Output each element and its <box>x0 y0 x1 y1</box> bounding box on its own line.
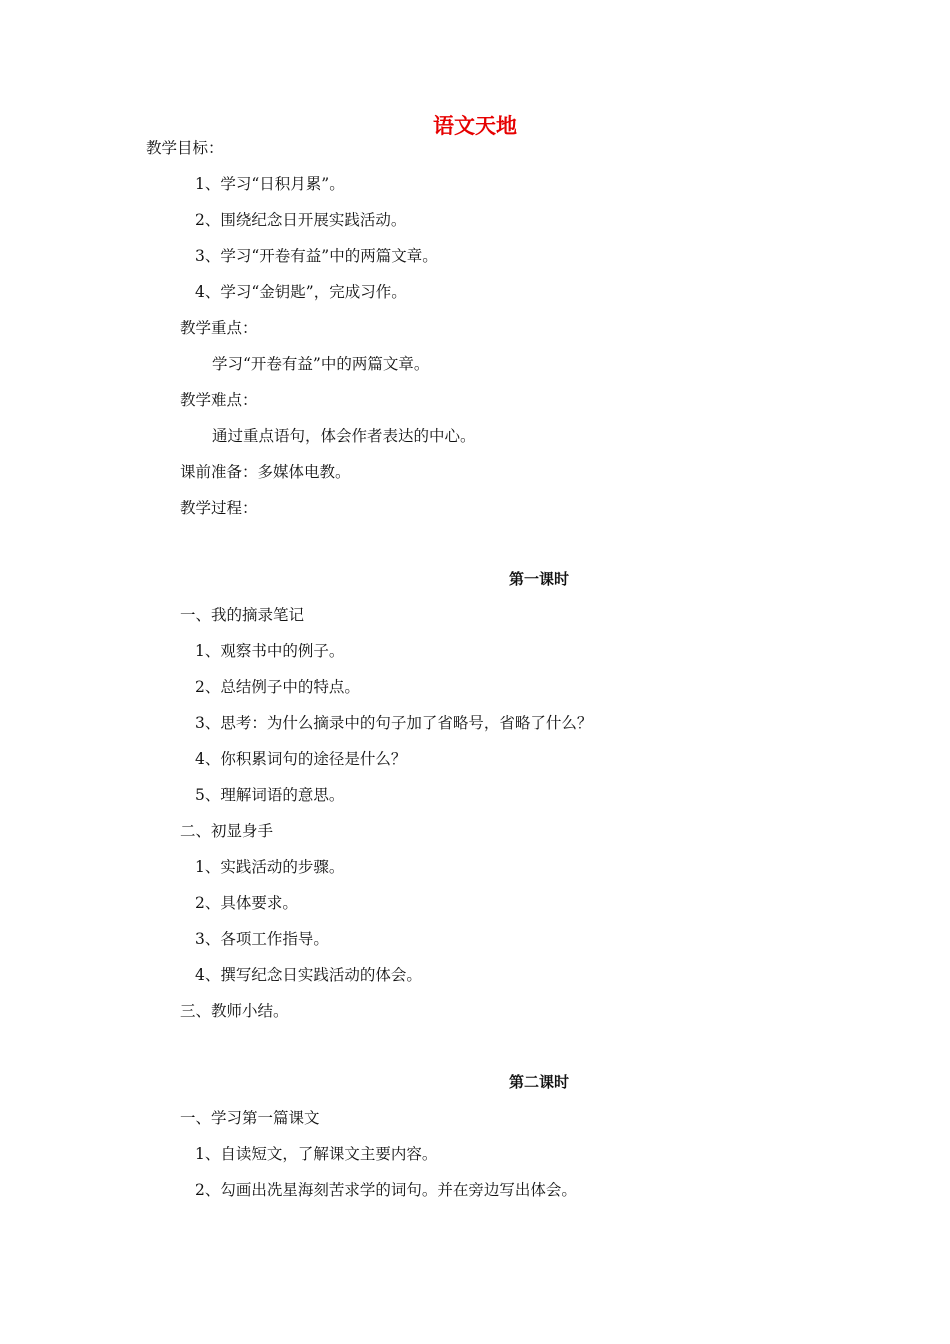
list-item: 2、总结例子中的特点。 <box>195 678 360 696</box>
list-item: 2、具体要求。 <box>195 894 298 912</box>
objective-item: 1、学习“日积月累”。 <box>195 175 345 193</box>
objectives-label: 教学目标： <box>146 139 224 157</box>
objective-item: 4、学习“金钥匙”，完成习作。 <box>195 283 407 301</box>
difficulty-text: 通过重点语句，体会作者表达的中心。 <box>212 427 476 445</box>
lesson1-part2-heading: 二、初显身手 <box>180 822 274 840</box>
prep-text: 课前准备：多媒体电教。 <box>180 463 351 481</box>
list-item: 1、观察书中的例子。 <box>195 642 345 660</box>
process-label: 教学过程： <box>180 499 258 517</box>
list-item: 4、撰写纪念日实践活动的体会。 <box>195 966 422 984</box>
focus-label: 教学重点： <box>180 319 258 337</box>
list-item: 3、各项工作指导。 <box>195 930 329 948</box>
objective-item: 2、围绕纪念日开展实践活动。 <box>195 211 407 229</box>
focus-text: 学习“开卷有益”中的两篇文章。 <box>212 355 430 373</box>
lesson2-title: 第二课时 <box>508 1073 569 1091</box>
list-item: 2、勾画出冼星海刻苦求学的词句。并在旁边写出体会。 <box>195 1181 577 1199</box>
lesson2-part1-heading: 一、学习第一篇课文 <box>180 1109 320 1127</box>
lesson1-title: 第一课时 <box>508 570 569 588</box>
difficulty-label: 教学难点： <box>180 391 258 409</box>
list-item: 5、理解词语的意思。 <box>195 786 345 804</box>
lesson1-part1-heading: 一、我的摘录笔记 <box>180 606 305 624</box>
list-item: 1、自读短文，了解课文主要内容。 <box>195 1145 438 1163</box>
document-title: 语文天地 <box>433 114 517 138</box>
list-item: 3、思考：为什么摘录中的句子加了省略号，省略了什么？ <box>195 714 593 732</box>
list-item: 1、实践活动的步骤。 <box>195 858 345 876</box>
list-item: 4、你积累词句的途径是什么？ <box>195 750 407 768</box>
lesson1-part3-heading: 三、教师小结。 <box>180 1002 289 1020</box>
objective-item: 3、学习“开卷有益”中的两篇文章。 <box>195 247 438 265</box>
